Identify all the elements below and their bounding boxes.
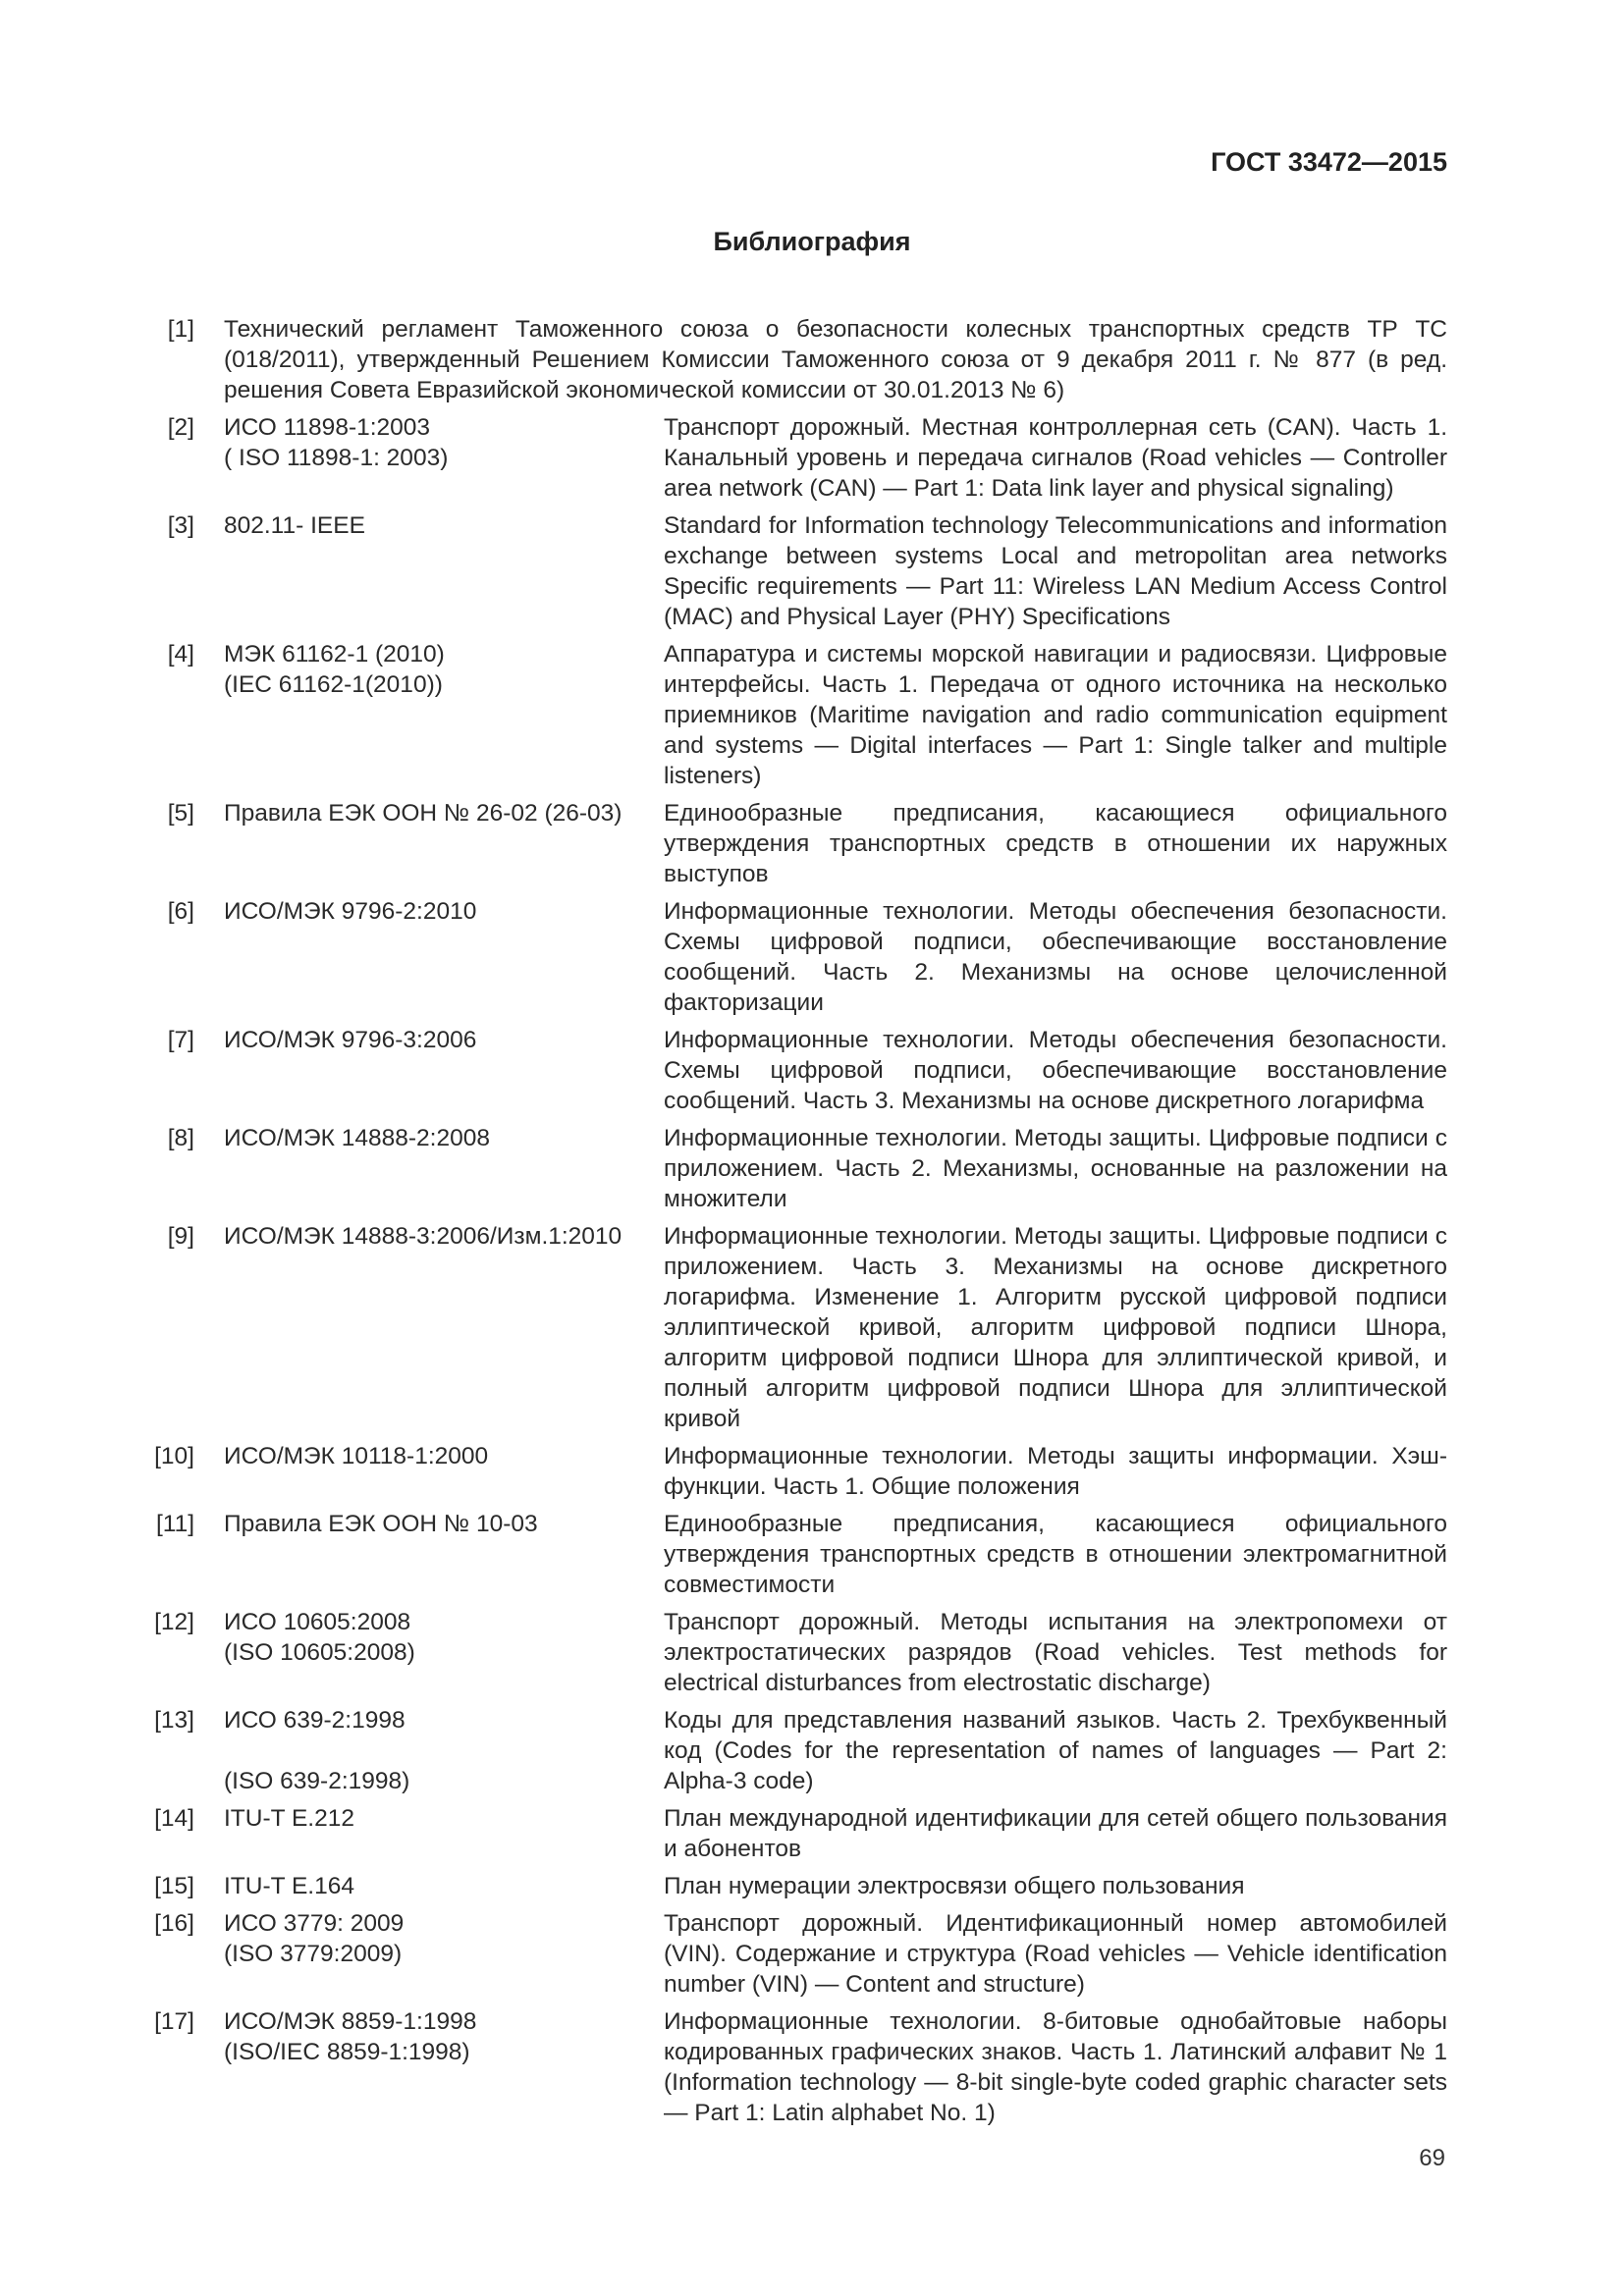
reference-line: ИСО/МЭК 14888-3:2006/Изм.1:2010: [224, 1223, 623, 1250]
bibliography-entry: [118, 1607, 1447, 1698]
bibliography-entry: [118, 1705, 1447, 1796]
entry-number: [16]: [154, 1910, 194, 1937]
entry-description: План международной идентификации для сетей общего пользования и абонентов: [664, 1805, 1447, 1862]
entry-reference: [194, 1607, 664, 1698]
bibliography-list: [118, 314, 1447, 2135]
entry-number: [7]: [167, 1027, 194, 1053]
entry-description: Информационные технологии. Методы защиты. Цифровые подписи с приложением. Часть 3. Механизмы на основе дискретного логарифма. Изменение 1. Алгоритм русской цифровой подписи эллиптической кривой, алгоритм цифровой подписи Шнора, алгоритм цифровой подписи Шнора для эллиптической кривой, и полный алгоритм цифровой подписи Шнора для эллиптической кривой: [664, 1223, 1447, 1432]
entry-description: Информационные технологии. Методы обеспечения безопасности. Схемы цифровой подписи, обеспечивающие восстановление сообщений. Часть 2. Механизмы на основе целочисленной факторизации: [664, 898, 1447, 1016]
entry-number: [4]: [167, 641, 194, 667]
entry-reference: [194, 510, 664, 632]
reference-line: 802.11- IEEE: [224, 512, 365, 539]
entry-description: Транспорт дорожный. Местная контроллерная сеть (CAN). Часть 1. Канальный уровень и передача сигналов (Road vehicles — Controller area network (CAN) — Part 1: Data link layer and physical signaling): [664, 414, 1447, 502]
bibliography-entry: [118, 896, 1447, 1018]
reference-line: ИСО/МЭК 14888-2:2008: [224, 1125, 490, 1151]
entry-description: Транспорт дорожный. Методы испытания на электропомехи от электростатических разрядов (Road vehicles. Test methods for electrical disturbances from electrostatic discharge): [664, 1609, 1447, 1696]
entry-number: [6]: [167, 898, 194, 925]
reference-line: ИСО 10605:2008: [224, 1609, 411, 1635]
reference-line: (ISO 3779:2009): [224, 1941, 403, 1967]
bibliography-entry: [118, 798, 1447, 889]
entry-number: [8]: [167, 1125, 194, 1151]
bibliography-entry: [118, 1123, 1447, 1214]
bibliography-entry: [118, 1441, 1447, 1502]
entry-description: Информационные технологии. 8-битовые однобайтовые наборы кодированных графических знаков. Часть 1. Латинский алфавит № 1 (Information technology — 8-bit single-byte coded graphic character sets — Part 1: Latin alphabet No. 1): [664, 2008, 1447, 2126]
entry-text: Технический регламент Таможенного союза о безопасности колесных транспортных средств ТР ТС (018/2011), утвержденный Решением Комиссии Таможенного союза от 9 декабря 2011 г. № 877 (в ред. решения Совета Евразийской экономической комиссии от 30.01.2013 № 6): [224, 316, 1447, 403]
reference-line: (ISO 639-2:1998): [224, 1768, 410, 1794]
entry-number: [2]: [167, 414, 194, 441]
reference-line: (ISO/IEC 8859-1:1998): [224, 2039, 470, 2065]
bibliography-entry: [118, 2006, 1447, 2128]
reference-line: Правила ЕЭК ООН № 26-02 (26-03): [224, 800, 623, 827]
entry-number: [9]: [167, 1223, 194, 1250]
reference-line: ITU-T E.164: [224, 1873, 354, 1899]
reference-line: ( ISO 11898-1: 2003): [224, 445, 449, 471]
reference-line: ИСО 11898-1:2003: [224, 414, 431, 441]
bibliography-entry: [118, 412, 1447, 504]
entry-number: [10]: [154, 1443, 194, 1469]
bibliography-entry: [118, 510, 1447, 632]
entry-number: [13]: [154, 1707, 194, 1734]
entry-reference: [194, 1025, 664, 1116]
entry-description: Standard for Information technology Telecommunications and information exchange between systems Local and metropolitan area networks Specific requirements — Part 11: Wireless LAN Medium Access Control (MAC) and Physical Layer (PHY) Specifications: [664, 512, 1447, 630]
entry-description: Информационные технологии. Методы обеспечения безопасности. Схемы цифровой подписи, обеспечивающие восстановление сообщений. Часть 3. Механизмы на основе дискретного логарифма: [664, 1027, 1447, 1114]
page-number: 69: [1419, 2145, 1445, 2171]
entry-number: [14]: [154, 1805, 194, 1832]
entry-description: Транспорт дорожный. Идентификационный номер автомобилей (VIN). Содержание и структура (Road vehicles — Vehicle identification number (VIN) — Content and structure): [664, 1910, 1447, 1998]
entry-description: Информационные технологии. Методы защиты информации. Хэш-функции. Часть 1. Общие положения: [664, 1443, 1447, 1500]
bibliography-entry: [118, 1871, 1447, 1901]
reference-line: [224, 1735, 664, 1766]
entry-description: План нумерации электросвязи общего пользования: [664, 1873, 1245, 1899]
entry-reference: [194, 1123, 664, 1214]
entry-number: [17]: [154, 2008, 194, 2035]
reference-line: ИСО/МЭК 8859-1:1998: [224, 2008, 477, 2035]
reference-line: МЭК 61162-1 (2010): [224, 641, 445, 667]
entry-reference: [194, 412, 664, 504]
entry-number: [11]: [155, 1511, 194, 1537]
entry-reference: [194, 1908, 664, 2000]
entry-reference: [194, 639, 664, 791]
entry-reference: [194, 1705, 664, 1796]
entry-reference: [194, 798, 664, 889]
reference-line: ITU-T E.212: [224, 1805, 354, 1832]
reference-line: ИСО/МЭК 9796-2:2010: [224, 898, 477, 925]
bibliography-entry: [118, 1025, 1447, 1116]
page-title: Библиография: [713, 227, 911, 256]
entry-reference: [194, 1441, 664, 1502]
entry-number: [1]: [167, 316, 194, 343]
bibliography-entry: [118, 639, 1447, 791]
bibliography-entry: [118, 1221, 1447, 1434]
reference-line: ИСО/МЭК 9796-3:2006: [224, 1027, 477, 1053]
entry-description: Информационные технологии. Методы защиты. Цифровые подписи с приложением. Часть 2. Механизмы, основанные на разложении на множители: [664, 1125, 1447, 1212]
document-id: ГОСТ 33472—2015: [1211, 147, 1447, 177]
bibliography-entry: [118, 1803, 1447, 1864]
entry-reference: [194, 1509, 664, 1600]
reference-line: (IEC 61162-1(2010)): [224, 671, 443, 698]
reference-line: ИСО/МЭК 10118-1:2000: [224, 1443, 489, 1469]
bibliography-entry: [118, 1509, 1447, 1600]
entry-reference: [194, 1221, 664, 1434]
reference-line: ИСО 3779: 2009: [224, 1910, 405, 1937]
entry-description: Единообразные предписания, касающиеся официального утверждения транспортных средств в отношении электромагнитной совместимости: [664, 1511, 1447, 1598]
bibliography-entry: [118, 1908, 1447, 2000]
entry-description: Коды для представления названий языков. Часть 2. Трехбуквенный код (Codes for the representation of names of languages — Part 2: Alpha-3 code): [664, 1707, 1447, 1794]
reference-line: Правила ЕЭК ООН № 10-03: [224, 1511, 538, 1537]
entry-number: [3]: [167, 512, 194, 539]
entry-reference: [194, 1803, 664, 1864]
entry-number: [15]: [154, 1873, 194, 1899]
entry-number: [5]: [167, 800, 194, 827]
entry-reference: [194, 896, 664, 1018]
entry-reference: [194, 1871, 664, 1901]
reference-line: ИСО 639-2:1998: [224, 1707, 406, 1734]
reference-line: (ISO 10605:2008): [224, 1639, 415, 1666]
entry-description: Единообразные предписания, касающиеся официального утверждения транспортных средств в отношении их наружных выступов: [664, 800, 1447, 887]
bibliography-entries: [118, 412, 1447, 2128]
entry-number: [12]: [154, 1609, 194, 1635]
bibliography-entry: [118, 314, 1447, 405]
entry-description: Аппаратура и системы морской навигации и радиосвязи. Цифровые интерфейсы. Часть 1. Передача от одного источника на несколько приемников (Maritime navigation and radio communication equipment and systems — Digital interfaces — Part 1: Single talker and multiple listeners): [664, 641, 1447, 789]
entry-reference: [194, 2006, 664, 2128]
